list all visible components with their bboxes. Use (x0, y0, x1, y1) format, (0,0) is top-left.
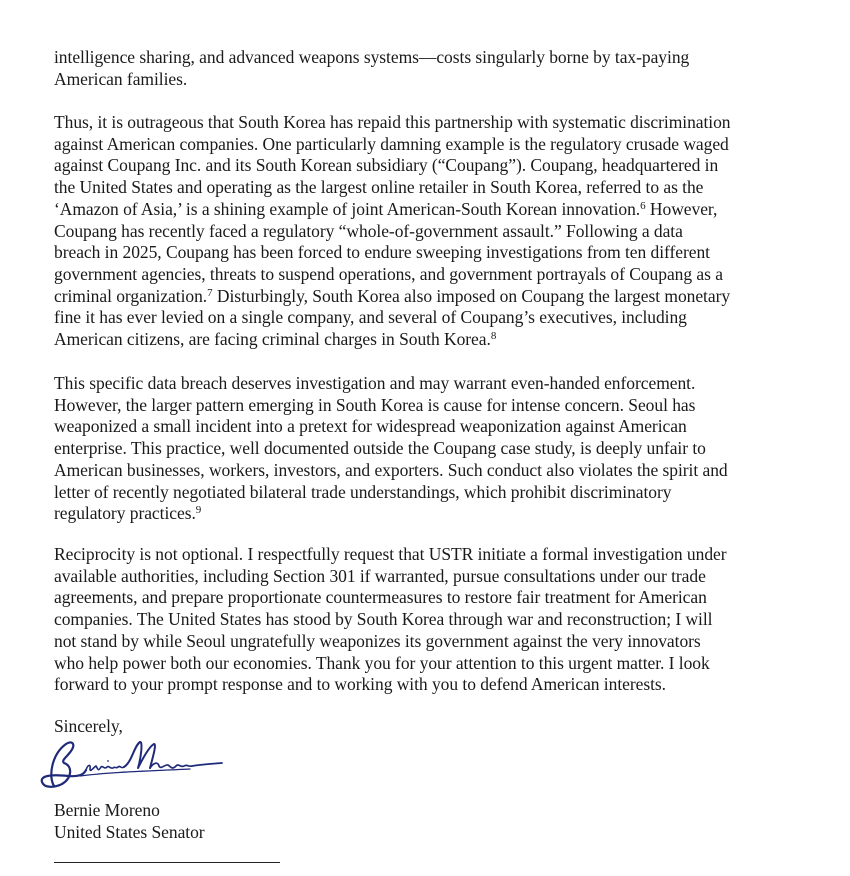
text-segment: ‘Amazon of Asia,’ is a shining example of joint American-South Korean innovation. (54, 198, 641, 219)
text-line: However, the larger pattern emerging in South Korea is cause for intense concern. Seoul has (54, 394, 696, 415)
text-segment: Disturbingly, South Korea also imposed on Coupang the largest monetary (212, 285, 731, 306)
text-line: American families. (54, 68, 188, 89)
paragraph-coupang (54, 112, 799, 351)
text-line (54, 503, 799, 525)
text-line (54, 199, 799, 221)
text-line: enterprise. This practice, well documented outside the Coupang case study, is deeply unfair to (54, 438, 706, 459)
text-line: government agencies, threats to suspend operations, and government portrayals of Coupang as a (54, 263, 723, 284)
text-line: American businesses, workers, investors, and exporters. Such conduct also violates the spirit and (54, 459, 728, 480)
text-line: intelligence sharing, and advanced weapons systems—costs singularly borne by tax-paying (54, 47, 690, 67)
footnote-divider (54, 862, 280, 863)
text-line: forward to your prompt response and to working with you to defend American interests. (54, 674, 667, 695)
text-line: against American companies. One particularly damning example is the regulatory crusade waged (54, 133, 729, 154)
text-line: Reciprocity is not optional. I respectfully request that USTR initiate a formal investigation under (54, 544, 727, 564)
text-line: This specific data breach deserves investigation and may warrant even-handed enforcement. (54, 373, 696, 393)
text-line: available authorities, including Section 301 if warranted, pursue consultations under our trade (54, 565, 706, 586)
text-line: Thus, it is outrageous that South Korea has repaid this partnership with systematic discrimination (54, 112, 731, 132)
footnote-marker[interactable]: 6 (640, 199, 646, 212)
handwritten-signature (40, 736, 235, 794)
text-segment: American citizens, are facing criminal charges in South Korea. (54, 329, 491, 350)
text-line: fine it has ever levied on a single company, and several of Coupang’s executives, including (54, 307, 687, 328)
text-line: companies. The United States has stood by South Korea through war and reconstruction; I will (54, 609, 713, 630)
closing-text: Sincerely, (54, 716, 123, 736)
footnote-marker[interactable]: 8 (490, 330, 497, 343)
text-line: breach in 2025, Coupang has been forced to endure sweeping investigations from ten different (54, 242, 710, 263)
paragraph-data-breach (54, 373, 799, 525)
text-line (54, 329, 799, 351)
text-line: Coupang has recently faced a regulatory “whole-of-government assault.” Following a data (54, 220, 683, 241)
text-line: the United States and operating as the largest online retailer in South Korea, referred to as the (54, 177, 704, 198)
text-line: agreements, and prepare proportionate countermeasures to restore fair treatment for American (54, 587, 707, 608)
closing-salutation (54, 716, 799, 738)
signer-block (54, 800, 799, 843)
text-line (54, 286, 799, 308)
footnote-marker[interactable]: 7 (207, 286, 213, 299)
text-segment: criminal organization. (54, 285, 208, 306)
paragraph-continuation (54, 47, 799, 90)
text-line: letter of recently negotiated bilateral trade understandings, which prohibit discriminatory (54, 481, 672, 502)
text-line: against Coupang Inc. and its South Korean subsidiary (“Coupang”). Coupang, headquartered in (54, 155, 719, 176)
signer-title: United States Senator (54, 821, 205, 842)
text-line: weaponized a small incident into a pretext for widespread weaponization against American (54, 416, 687, 437)
text-segment: However, (645, 198, 718, 219)
text-segment: regulatory practices. (54, 503, 196, 524)
signer-name: Bernie Moreno (54, 800, 160, 820)
footnote-marker[interactable]: 9 (195, 504, 202, 517)
text-line: not stand by while Seoul ungratefully weaponizes its government against the very innovators (54, 630, 701, 651)
text-line: who help power both our economies. Thank you for your attention to this urgent matter. I look (54, 652, 710, 673)
paragraph-reciprocity (54, 544, 799, 696)
